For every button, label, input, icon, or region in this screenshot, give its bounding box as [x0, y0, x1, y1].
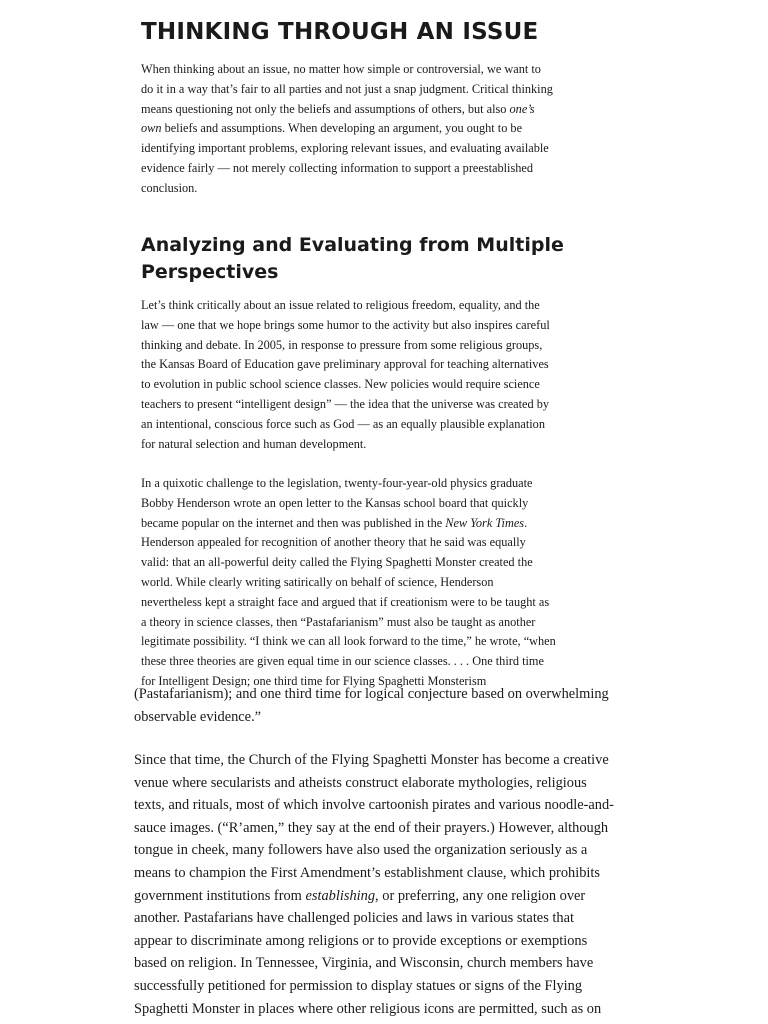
text-line: teachers to present “intelligent design” — the idea that the universe was created by: [141, 396, 550, 411]
section-subheading: Analyzing and Evaluating from Multiple Perspectives: [141, 234, 564, 283]
text-line: based on religion. In Tennessee, Virginia, and Wisconsin, church members have: [134, 955, 594, 972]
text-line: world. While clearly writing satirically on behalf of science, Henderson: [141, 574, 494, 589]
text-line: law — one that we hope brings some humor to the activity but also inspires careful: [141, 317, 550, 332]
text-line: for Intelligent Design; one third time for Flying Spaghetti Monsterism: [141, 673, 487, 688]
text-line: means to champion the First Amendment’s establishment clause, which prohibits: [134, 864, 601, 881]
text-line: identifying important problems, exploring relevant issues, and evaluating available: [141, 141, 549, 156]
text-line: appear to discriminate among religions or to provide exceptions or exemptions: [134, 932, 588, 949]
text-line: evidence fairly — not merely collecting information to support a preestablished: [141, 160, 534, 175]
text-line: means questioning not only the beliefs and assumptions of others, but also one’s: [141, 101, 535, 116]
text-line: texts, and rituals, most of which involve cartoonish pirates and various noodle-and-: [134, 797, 614, 814]
text-line: Bobby Henderson wrote an open letter to the Kansas school board that quickly: [141, 495, 529, 510]
text-line: another. Pastafarians have challenged policies and laws in various states that: [134, 910, 574, 927]
text-line: observable evidence.”: [134, 708, 262, 725]
text-line: successfully petitioned for permission to display statues or signs of the Flying: [134, 977, 583, 994]
emphasis-text: own: [141, 121, 162, 136]
emphasis-text: establishing: [305, 887, 376, 904]
text-line: In a quixotic challenge to the legislation, twenty-four-year-old physics graduate: [141, 476, 533, 490]
text-line: thinking and debate. In 2005, in response to pressure from some religious groups,: [141, 337, 543, 352]
text-line: nevertheless kept a straight face and argued that if creationism were to be taught as: [141, 594, 550, 609]
text-line: (Pastafarianism); and one third time for logical conjecture based on overwhelming: [134, 686, 609, 702]
page-heading: THINKING THROUGH AN ISSUE: [141, 19, 539, 45]
text-line: these three theories are given equal time in our science classes. . . . One third time: [141, 654, 544, 669]
publication-title: New York Times: [445, 515, 525, 530]
henderson-paragraph-continued: [134, 683, 664, 728]
henderson-paragraph: [141, 474, 606, 692]
text-line: to evolution in public school science classes. New policies would require science: [141, 377, 540, 392]
text-line: venue where secularists and atheists construct elaborate mythologies, religious: [134, 774, 587, 791]
text-line: became popular on the internet and then was published in the New York Times.: [141, 515, 528, 530]
text-line: legitimate possibility. “I think we can all look forward to the time,” he wrote, “when: [141, 634, 556, 649]
text-line: Let’s think critically about an issue related to religious freedom, equality, and the: [141, 298, 540, 312]
text-line: own beliefs and assumptions. When developing an argument, you ought to be: [141, 121, 523, 136]
intro-paragraph: [141, 60, 606, 199]
text-line: conclusion.: [141, 180, 198, 195]
text-line: Henderson appealed for recognition of another theory that he said was equally: [141, 535, 526, 550]
text-line: Spaghetti Monster in places where other religious icons are permitted, such as on: [134, 1000, 602, 1017]
text-line: When thinking about an issue, no matter how simple or controversial, we want to: [141, 62, 541, 76]
text-line: sauce images. (“R’amen,” they say at the end of their prayers.) However, although: [134, 819, 609, 836]
text-line: Since that time, the Church of the Flying Spaghetti Monster has become a creative: [134, 752, 609, 768]
pastafarian-paragraph: [134, 749, 664, 1020]
text-line: tongue in cheek, many followers have also used the organization seriously as a: [134, 842, 588, 859]
text-line: an intentional, conscious force such as God — as an equally plausible explanation: [141, 416, 545, 431]
text-line: for natural selection and human development.: [141, 436, 367, 451]
emphasis-text: one’s: [509, 101, 535, 116]
text-line: a theory in science classes, then “Pastafarianism” must also be taught as another: [141, 614, 536, 629]
text-line: the Kansas Board of Education gave preliminary approval for teaching alternatives: [141, 357, 549, 372]
text-line: do it in a way that’s fair to all parties and not just a snap judgment. Critical thinking: [141, 81, 553, 96]
kansas-paragraph: [141, 296, 606, 454]
text-line: government institutions from establishing, or preferring, any one religion over: [134, 887, 586, 904]
text-line: valid: that an all-powerful deity called the Flying Spaghetti Monster created the: [141, 555, 533, 570]
